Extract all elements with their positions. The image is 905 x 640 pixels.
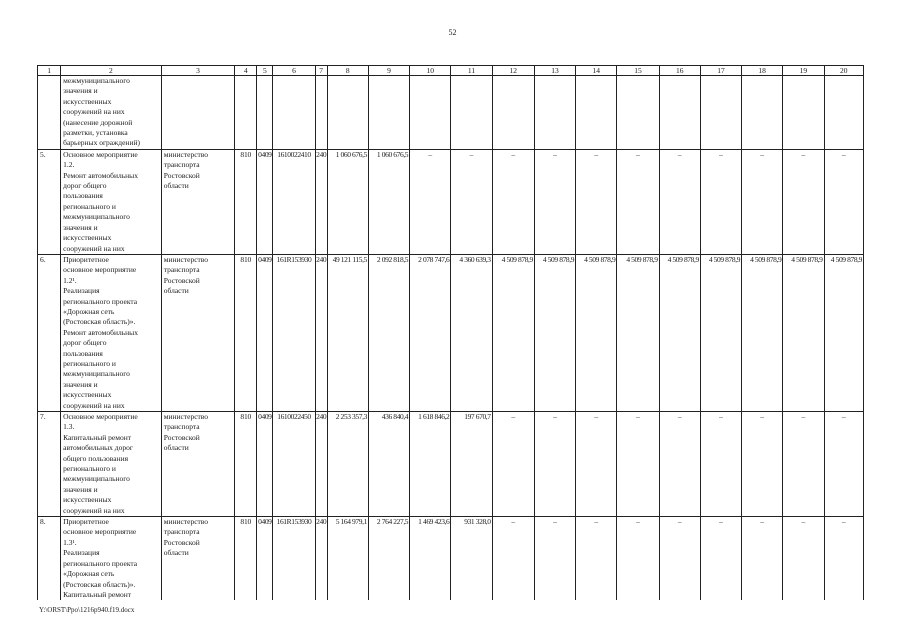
cell-executor: министерство транспорта Ростовской области [161, 149, 234, 254]
cell-row-number: 6. [38, 254, 61, 411]
header-cell: 4 [235, 66, 257, 76]
header-cell: 6 [273, 66, 315, 76]
cell-expense-type: 240 [315, 517, 327, 600]
header-cell: 14 [576, 66, 617, 76]
cell-value: – [576, 149, 617, 254]
cell-value: – [451, 149, 492, 254]
header-cell: 18 [742, 66, 783, 76]
cell-measure-name: Приоритетное основное мероприятие 1.2¹. Реализация регионального проекта «Дорожная сеть (Ростовская область)». Ремонт автомобильных дорог общего пользования регионального и межмуниципального значения и искусственных сооружений на них [61, 254, 162, 411]
cell-value: 4 509 878,9 [534, 254, 575, 411]
cell-executor: министерство транспорта Ростовской области [161, 517, 234, 600]
cell-value: – [659, 412, 700, 517]
cell-empty [659, 76, 700, 150]
cell-empty [410, 76, 451, 150]
cell-value: 4 509 878,9 [576, 254, 617, 411]
table-row [38, 254, 864, 411]
cell-section-code: 0409 [257, 149, 273, 254]
header-cell: 2 [61, 66, 162, 76]
cell-empty [327, 76, 368, 150]
cell-empty [368, 76, 409, 150]
cell-empty [617, 76, 659, 150]
cell-grbs-code: 810 [235, 254, 257, 411]
cell-value: 4 509 878,9 [617, 254, 659, 411]
cell-value: – [659, 149, 700, 254]
cell-empty [492, 76, 534, 150]
header-cell: 5 [257, 66, 273, 76]
cell-expense-type: 240 [315, 254, 327, 411]
header-cell: 19 [783, 66, 824, 76]
cell-value: – [824, 412, 863, 517]
cell-expense-type: 240 [315, 149, 327, 254]
cell-executor: министерство транспорта Ростовской области [161, 254, 234, 411]
cell-empty [576, 76, 617, 150]
cell-row-number: 7. [38, 412, 61, 517]
cell-value: – [783, 412, 824, 517]
cell-empty [534, 76, 575, 150]
cell-value: – [617, 517, 659, 600]
cell-expense-type: 240 [315, 412, 327, 517]
table-row [38, 149, 864, 254]
budget-table [37, 65, 864, 600]
cell-empty [742, 76, 783, 150]
cell-value: 4 509 878,9 [783, 254, 824, 411]
cell-value: – [617, 412, 659, 517]
cell-value: – [742, 149, 783, 254]
cell-value: – [492, 412, 534, 517]
budget-table-container [37, 65, 864, 600]
header-cell: 11 [451, 66, 492, 76]
cell-empty [257, 76, 273, 150]
cell-value: 2 092 818,5 [368, 254, 409, 411]
cell-section-code: 0409 [257, 517, 273, 600]
cell-value: – [783, 149, 824, 254]
cell-target-article: 1610022450 [273, 412, 315, 517]
cell-value: – [492, 149, 534, 254]
header-cell: 13 [534, 66, 575, 76]
cell-value: – [700, 149, 741, 254]
cell-value: 2 253 357,3 [327, 412, 368, 517]
column-number-header-row [38, 66, 864, 76]
cell-value: – [824, 149, 863, 254]
cell-section-code: 0409 [257, 254, 273, 411]
cell-value: 5 164 979,1 [327, 517, 368, 600]
cell-empty [451, 76, 492, 150]
cell-grbs-code: 810 [235, 149, 257, 254]
cell-value: – [783, 517, 824, 600]
cell-value: 1 469 423,6 [410, 517, 451, 600]
cell-section-code: 0409 [257, 412, 273, 517]
cell-measure-name: Основное мероприятие 1.3. Капитальный ремонт автомобильных дорог общего пользования регионального и межмуниципального значения и искусственных сооружений на них [61, 412, 162, 517]
cell-value: – [659, 517, 700, 600]
cell-value: – [742, 412, 783, 517]
cell-value: 1 060 676,5 [327, 149, 368, 254]
header-cell: 20 [824, 66, 863, 76]
header-cell: 1 [38, 66, 61, 76]
cell-value: – [534, 517, 575, 600]
cell-value: 2 764 227,5 [368, 517, 409, 600]
footer-file-path: Y:\ORST\Ppo\1216p940.f19.docx [39, 606, 135, 614]
cell-value: 197 670,7 [451, 412, 492, 517]
cell-value: 4 509 878,9 [659, 254, 700, 411]
table-row-continuation [38, 76, 864, 150]
cell-value: 4 360 639,3 [451, 254, 492, 411]
cell-value: 4 509 878,9 [824, 254, 863, 411]
cell-target-article: 161R153930 [273, 517, 315, 600]
header-cell: 15 [617, 66, 659, 76]
cell-empty [783, 76, 824, 150]
cell-value: 4 509 878,9 [492, 254, 534, 411]
cell-grbs-code: 810 [235, 412, 257, 517]
cell-value: 49 121 115,5 [327, 254, 368, 411]
cell-empty [161, 76, 234, 150]
cell-empty [235, 76, 257, 150]
header-cell: 3 [161, 66, 234, 76]
cell-value: – [700, 412, 741, 517]
cell-row-number: 5. [38, 149, 61, 254]
cell-value: – [534, 149, 575, 254]
cell-executor: министерство транспорта Ростовской области [161, 412, 234, 517]
cell-measure-name: Основное мероприятие 1.2. Ремонт автомобильных дорог общего пользования регионального и межмуниципального значения и искусственных сооружений на них [61, 149, 162, 254]
cell-target-article: 1610022410 [273, 149, 315, 254]
cell-value: – [742, 517, 783, 600]
cell-measure-name: Приоритетное основное мероприятие 1.3¹. Реализация регионального проекта «Дорожная сеть (Ростовская область)». Капитальный ремонт [61, 517, 162, 600]
cell-value: 931 328,0 [451, 517, 492, 600]
cell-empty [273, 76, 315, 150]
cell-measure-name-continued: межмуниципального значения и искусственных сооружений на них (нанесение дорожной разметки, установка барьерных ограждений) [61, 76, 162, 150]
table-row [38, 412, 864, 517]
cell-value: – [700, 517, 741, 600]
cell-value: – [576, 412, 617, 517]
cell-empty [700, 76, 741, 150]
cell-value: 4 509 878,9 [700, 254, 741, 411]
cell-value: – [617, 149, 659, 254]
cell-value: 1 618 846,2 [410, 412, 451, 517]
table-row [38, 517, 864, 600]
header-cell: 10 [410, 66, 451, 76]
cell-empty [315, 76, 327, 150]
cell-row-number: 8. [38, 517, 61, 600]
header-cell: 12 [492, 66, 534, 76]
header-cell: 8 [327, 66, 368, 76]
cell-value: 1 060 676,5 [368, 149, 409, 254]
cell-value: 436 840,4 [368, 412, 409, 517]
cell-value: 2 078 747,6 [410, 254, 451, 411]
cell-value: – [824, 517, 863, 600]
cell-value: – [492, 517, 534, 600]
header-cell: 7 [315, 66, 327, 76]
cell-value: – [576, 517, 617, 600]
cell-value: – [410, 149, 451, 254]
page-number: 52 [448, 28, 457, 37]
cell-grbs-code: 810 [235, 517, 257, 600]
header-cell: 17 [700, 66, 741, 76]
header-cell: 9 [368, 66, 409, 76]
cell-empty [824, 76, 863, 150]
cell-empty [38, 76, 61, 150]
cell-value: – [534, 412, 575, 517]
header-cell: 16 [659, 66, 700, 76]
cell-value: 4 509 878,9 [742, 254, 783, 411]
cell-target-article: 161R153930 [273, 254, 315, 411]
